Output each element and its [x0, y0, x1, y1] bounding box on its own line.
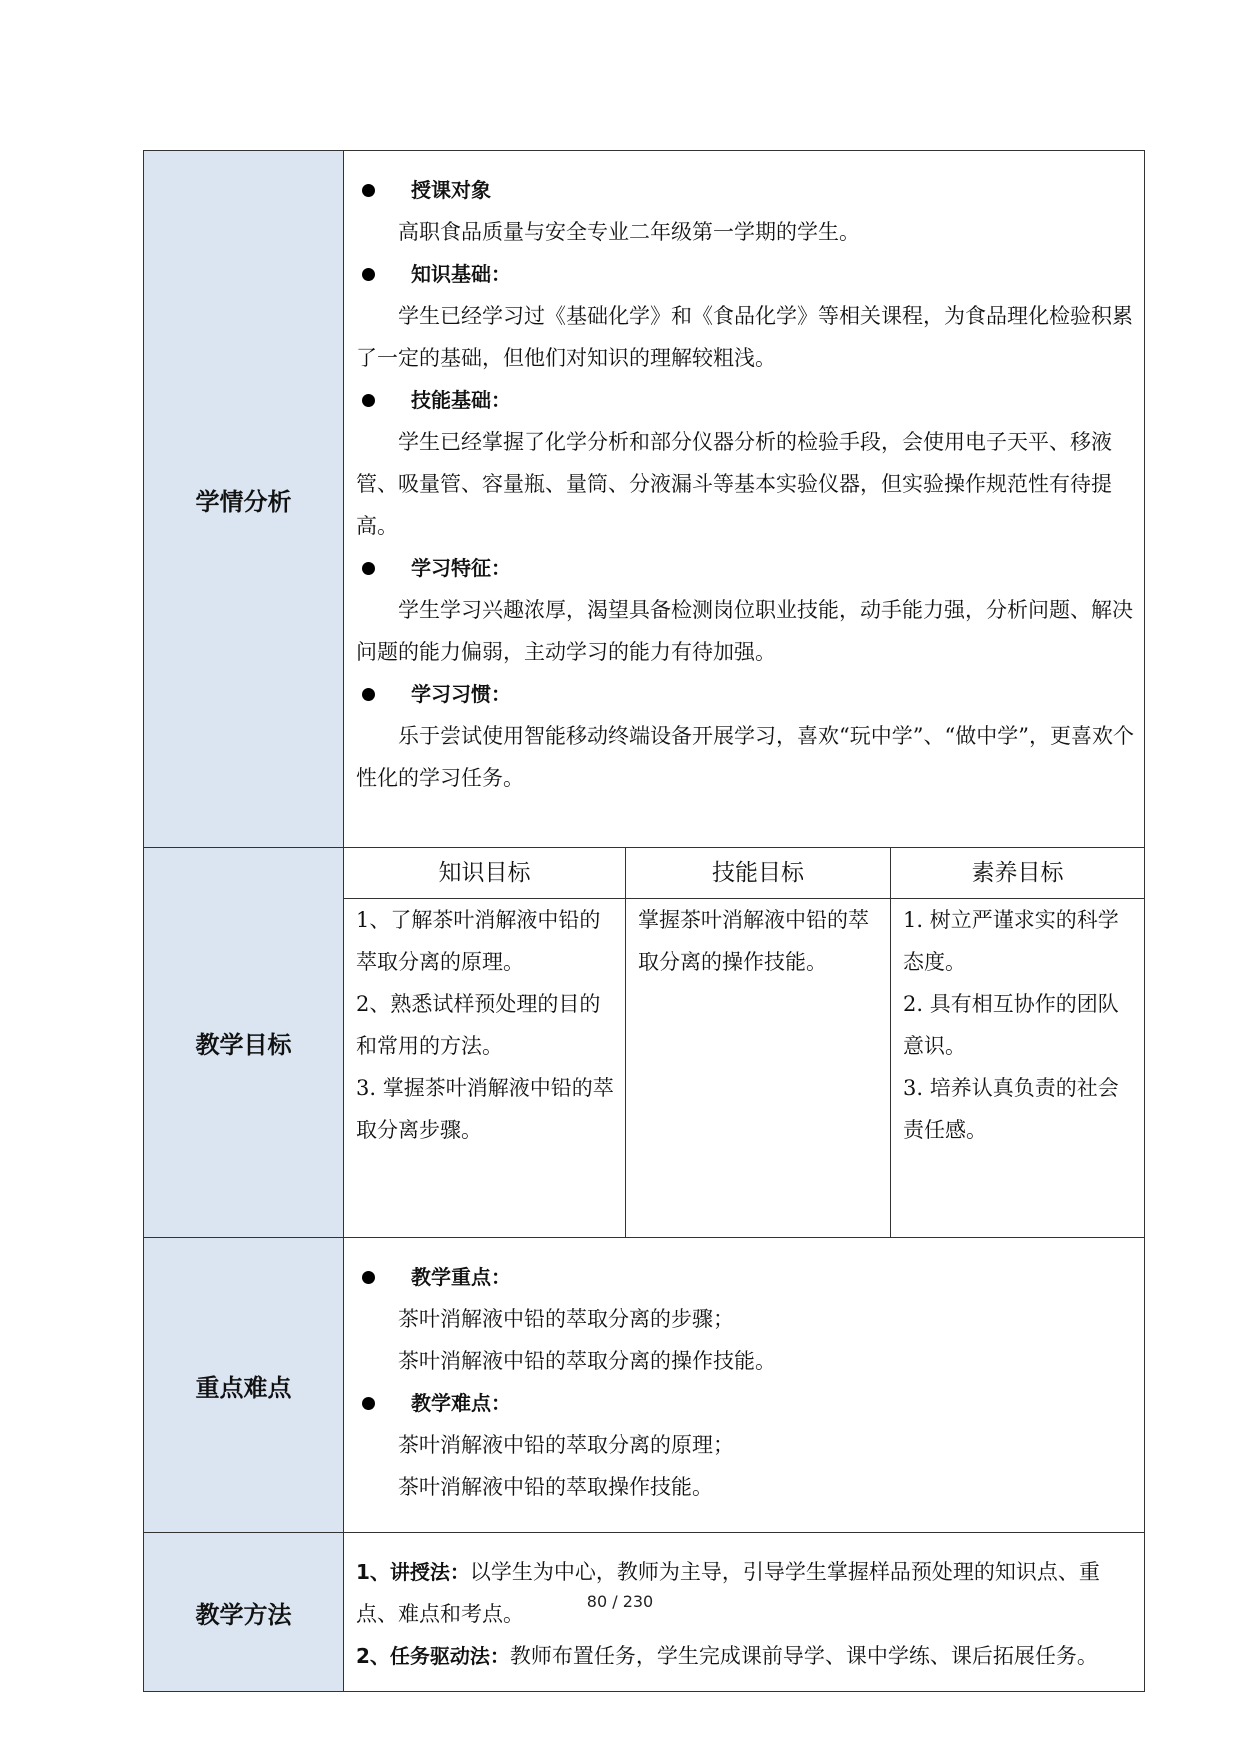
row-key-points	[144, 1238, 1145, 1533]
objectives-body-row	[344, 899, 1144, 1238]
row-teaching-objectives	[144, 848, 1145, 1238]
section-text: 茶叶消解液中铅的萃取分离的原理；	[398, 1433, 734, 1457]
list-item: 1、了解茶叶消解液中铅的萃取分离的原理。	[356, 908, 601, 974]
objectives-table	[344, 848, 1144, 1237]
bullet-icon	[362, 184, 375, 197]
row-label-teaching-objectives: 教学目标	[144, 848, 344, 1238]
list-item: 2. 具有相互协作的团队意识。	[903, 992, 1119, 1058]
knowledge-objective-header: 知识目标	[344, 848, 626, 899]
bullet-icon	[362, 394, 375, 407]
section-text: 乐于尝试使用智能移动终端设备开展学习，喜欢“玩中学”、“做中学”，更喜欢个性化的学习任务。	[356, 724, 1134, 790]
bullet-icon	[362, 1397, 375, 1410]
row-student-analysis	[144, 151, 1145, 848]
objectives-content	[344, 848, 1145, 1238]
page-number: 80 / 230	[586, 1592, 654, 1611]
bullet-icon	[362, 1271, 375, 1284]
bullet-icon	[362, 688, 375, 701]
skill-objective-list	[626, 899, 891, 1238]
student-analysis-content	[344, 151, 1145, 848]
list-item: 掌握茶叶消解液中铅的萃取分离的操作技能。	[638, 908, 869, 974]
lesson-plan-table	[143, 150, 1145, 1692]
section-text: 茶叶消解液中铅的萃取分离的步骤；	[398, 1307, 734, 1331]
bullet-icon	[362, 268, 375, 281]
list-item: 1. 树立严谨求实的科学态度。	[903, 908, 1119, 974]
row-label-teaching-methods: 教学方法	[144, 1533, 344, 1692]
section-heading: 知识基础：	[356, 253, 1134, 295]
list-item: 2、熟悉试样预处理的目的和常用的方法。	[356, 992, 601, 1058]
list-item: 3. 掌握茶叶消解液中铅的萃取分离步骤。	[356, 1076, 614, 1142]
section-heading: 教学重点：	[356, 1256, 1134, 1298]
section-heading: 技能基础：	[356, 379, 1134, 421]
method-term: 1、讲授法：	[356, 1560, 470, 1584]
key-points-content	[344, 1238, 1145, 1533]
section-text: 学生已经掌握了化学分析和部分仪器分析的检验手段，会使用电子天平、移液管、吸量管、容量瓶、量筒、分液漏斗等基本实验仪器，但实验操作规范性有待提高。	[356, 430, 1112, 538]
section-heading: 授课对象	[356, 169, 1134, 211]
knowledge-objective-list	[344, 899, 626, 1238]
row-label-key-points: 重点难点	[144, 1238, 344, 1533]
skill-objective-header: 技能目标	[626, 848, 891, 899]
section-text: 高职食品质量与安全专业二年级第一学期的学生。	[398, 220, 860, 244]
section-heading: 学习习惯：	[356, 673, 1134, 715]
method-term: 2、任务驱动法：	[356, 1644, 510, 1668]
section-text: 学生已经学习过《基础化学》和《食品化学》等相关课程，为食品理化检验积累了一定的基础，但他们对知识的理解较粗浅。	[356, 304, 1133, 370]
teaching-methods-content	[344, 1533, 1145, 1692]
literacy-objective-header: 素养目标	[891, 848, 1145, 899]
method-text: 以学生为中心，教师为主导，引导学生掌握样品预处理的知识点、重点、难点和考点。	[356, 1560, 1100, 1626]
row-teaching-methods	[144, 1533, 1145, 1692]
section-text: 学生学习兴趣浓厚，渴望具备检测岗位职业技能，动手能力强，分析问题、解决问题的能力偏弱，主动学习的能力有待加强。	[356, 598, 1133, 664]
row-label-student-analysis: 学情分析	[144, 151, 344, 848]
section-text: 茶叶消解液中铅的萃取操作技能。	[398, 1475, 713, 1499]
section-text: 茶叶消解液中铅的萃取分离的操作技能。	[398, 1349, 776, 1373]
literacy-objective-list	[891, 899, 1145, 1238]
bullet-icon	[362, 562, 375, 575]
section-heading: 学习特征：	[356, 547, 1134, 589]
list-item: 3. 培养认真负责的社会责任感。	[903, 1076, 1119, 1142]
method-text: 教师布置任务，学生完成课前导学、课中学练、课后拓展任务。	[509, 1644, 1098, 1668]
method-item	[356, 1635, 1134, 1677]
objectives-header-row	[344, 848, 1144, 899]
section-heading: 教学难点：	[356, 1382, 1134, 1424]
